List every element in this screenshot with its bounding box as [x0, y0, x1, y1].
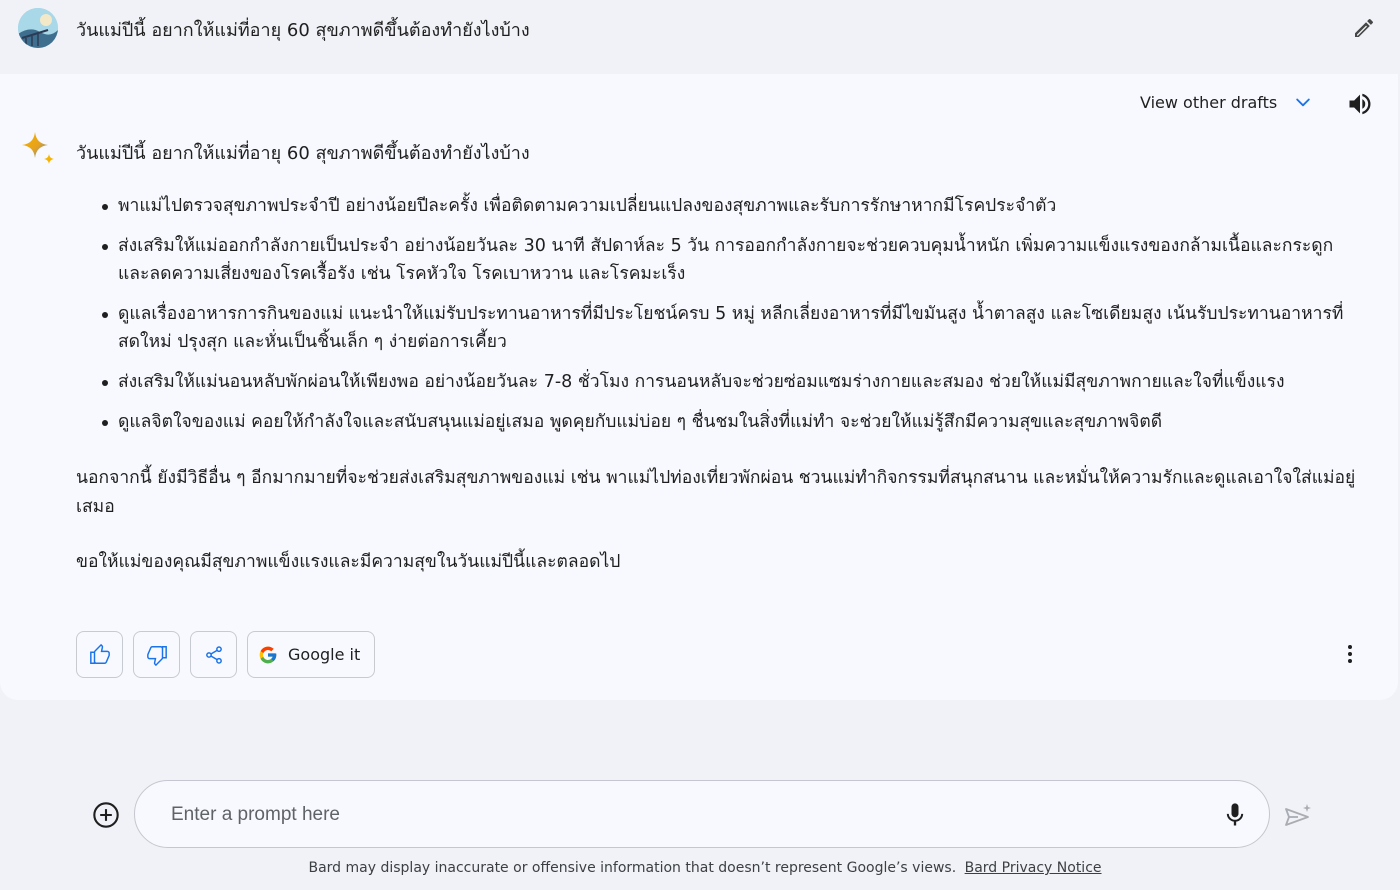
list-item: ส่งเสริมให้แม่ออกกำลังกายเป็นประจำ อย่างน้อยวันละ 30 นาที สัปดาห์ละ 5 วัน การออกกำลังกายจะช่วยควบคุมน้ำหนัก เพิ่มความแข็งแรงของกล้ามเนื้อและกระดูก และลดความเสี่ยงของโรคเรื้อรัง เช่น โรคหัวใจ โรคเบาหวาน และโรคมะเร็ง — [100, 232, 1350, 288]
google-g-icon — [258, 645, 278, 665]
thumbs-down-button[interactable] — [133, 631, 180, 678]
list-item: ดูแลจิตใจของแม่ คอยให้กำลังใจและสนับสนุนแม่อยู่เสมอ พูดคุยกับแม่บ่อย ๆ ชื่นชมในสิ่งที่แม่ทำ จะช่วยให้แม่รู้สึกมีความสุขและสุขภาพจิตดี — [100, 408, 1350, 436]
send-icon — [1280, 800, 1314, 834]
google-it-label: Google it — [288, 645, 361, 664]
microphone-button[interactable] — [1221, 801, 1249, 829]
response-actions — [76, 631, 375, 678]
response-card — [0, 74, 1398, 700]
more-options-button[interactable] — [1336, 640, 1364, 668]
thumbs-down-icon — [146, 644, 168, 666]
prompt-input-box — [134, 780, 1270, 848]
footer-disclaimer — [0, 860, 1400, 876]
chevron-down-icon — [1293, 92, 1313, 112]
prompt-input[interactable] — [171, 799, 1191, 831]
volume-icon — [1346, 90, 1374, 118]
response-bullet-list — [100, 192, 1350, 448]
share-button[interactable] — [190, 631, 237, 678]
response-paragraph: ขอให้แม่ของคุณมีสุขภาพแข็งแรงและมีความสุขในวันแม่ปีนี้และตลอดไป — [76, 552, 621, 572]
read-aloud-button[interactable] — [1346, 90, 1374, 118]
edit-prompt-button[interactable] — [1348, 12, 1380, 44]
view-drafts-label: View other drafts — [1140, 92, 1278, 112]
user-prompt-text: วันแม่ปีนี้ อยากให้แม่ที่อายุ 60 สุขภาพดีขึ้นต้องทำยังไงบ้าง — [76, 20, 530, 41]
disclaimer-text: Bard may display inaccurate or offensive information that doesn’t represent Google’s views. — [308, 860, 957, 876]
add-attachment-button[interactable] — [92, 801, 120, 829]
share-icon — [204, 645, 224, 665]
list-item: ดูแลเรื่องอาหารการกินของแม่ แนะนำให้แม่รับประทานอาหารที่มีประโยชน์ครบ 5 หมู่ หลีกเลี่ยงอาหารที่มีไขมันสูง น้ำตาลสูง และโซเดียมสูง เน้นรับประทานอาหารที่สดใหม่ ปรุงสุก และหั่นเป็นชิ้นเล็ก ๆ ง่ายต่อการเคี้ยว — [100, 300, 1350, 356]
thumbs-up-icon — [89, 644, 111, 666]
send-button[interactable] — [1280, 800, 1314, 834]
microphone-icon — [1221, 801, 1249, 829]
pencil-icon — [1352, 16, 1376, 40]
view-other-drafts-button[interactable] — [1140, 92, 1313, 112]
thumbs-up-button[interactable] — [76, 631, 123, 678]
add-circle-icon — [92, 801, 120, 829]
list-item: ส่งเสริมให้แม่นอนหลับพักผ่อนให้เพียงพอ อย่างน้อยวันละ 7-8 ชั่วโมง การนอนหลับจะช่วยซ่อมแซมร่างกายและสมอง ช่วยให้แม่มีสุขภาพกายและใจที่แข็งแรง — [100, 368, 1350, 396]
response-title: วันแม่ปีนี้ อยากให้แม่ที่อายุ 60 สุขภาพดีขึ้นต้องทำยังไงบ้าง — [76, 143, 530, 164]
response-paragraph: นอกจากนี้ ยังมีวิธีอื่น ๆ อีกมากมายที่จะช่วยส่งเสริมสุขภาพของแม่ เช่น พาแม่ไปท่องเที่ยวพักผ่อน ชวนแม่ทำกิจกรรมที่สนุกสนาน และหมั่นให้ความรักและดูแลเอาใจใส่แม่อยู่เสมอ — [76, 468, 1356, 517]
google-it-button[interactable] — [247, 631, 375, 678]
list-item: พาแม่ไปตรวจสุขภาพประจำปี อย่างน้อยปีละครั้ง เพื่อติดตามความเปลี่ยนแปลงของสุขภาพและรับการรักษาหากมีโรคประจำตัว — [100, 192, 1350, 220]
user-prompt-row — [0, 0, 1400, 74]
user-avatar — [18, 8, 58, 48]
more-vert-icon — [1338, 642, 1362, 666]
privacy-notice-link[interactable]: Bard Privacy Notice — [964, 860, 1102, 876]
sparkle-icon — [20, 130, 58, 168]
